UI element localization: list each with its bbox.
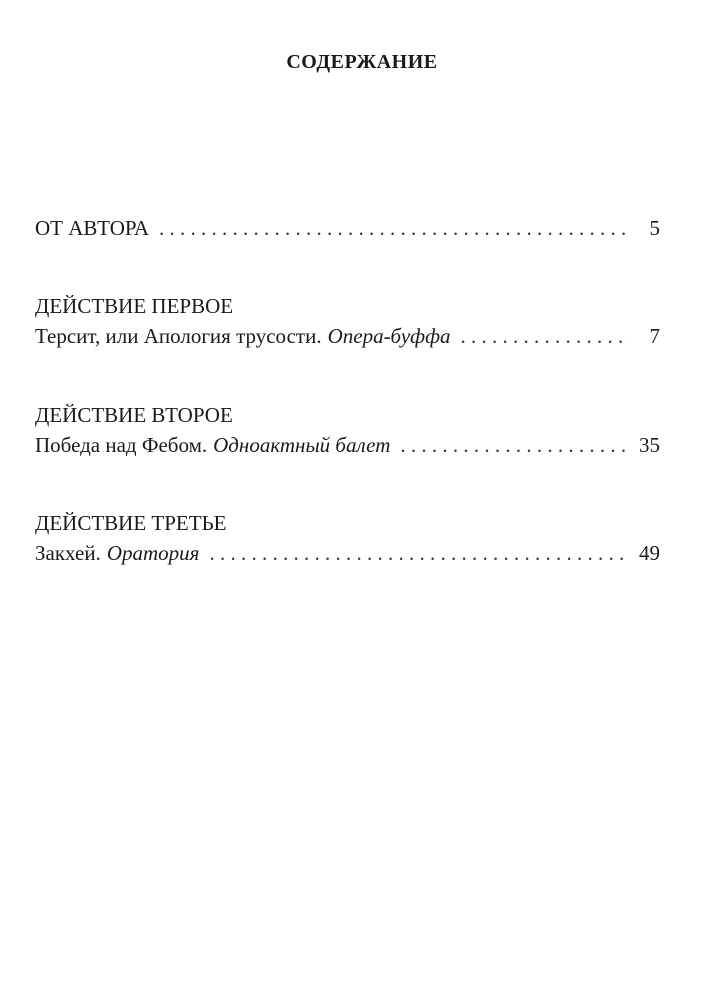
toc-entry-page: 7	[649, 324, 660, 348]
toc-section-author	[35, 213, 660, 243]
toc-entry	[35, 538, 660, 568]
toc-entry-genre: Оратория	[106, 541, 200, 565]
toc-section-heading: ДЕЙСТВИЕ ВТОРОЕ	[35, 403, 233, 427]
dot-leader	[400, 430, 630, 460]
toc-section-act-2	[35, 400, 660, 460]
toc-entry-title: Терсит, или Апология трусости.	[35, 324, 322, 348]
toc-entry	[35, 430, 660, 460]
toc-entry-page: 49	[639, 541, 660, 565]
toc-entry-title: Закхей.	[35, 541, 101, 565]
toc-entry-page: 5	[649, 216, 660, 240]
dot-leader	[209, 538, 630, 568]
page-title: СОДЕРЖАНИЕ	[286, 51, 438, 73]
toc-entry-page: 35	[639, 433, 660, 457]
toc-section-act-1	[35, 291, 660, 351]
toc-entry	[35, 321, 660, 351]
dot-leader	[460, 321, 630, 351]
dot-leader	[159, 213, 630, 243]
toc-entry-title: ОТ АВТОРА	[35, 216, 150, 240]
toc-entry-title: Победа над Фебом.	[35, 433, 208, 457]
toc-entry	[35, 213, 660, 243]
toc-section-heading: ДЕЙСТВИЕ ТРЕТЬЕ	[35, 511, 227, 535]
toc-section-act-3	[35, 508, 660, 568]
toc-entry-genre: Опера-буффа	[327, 324, 451, 348]
toc-section-heading: ДЕЙСТВИЕ ПЕРВОЕ	[35, 294, 234, 318]
toc-entry-genre: Одноактный балет	[213, 433, 391, 457]
